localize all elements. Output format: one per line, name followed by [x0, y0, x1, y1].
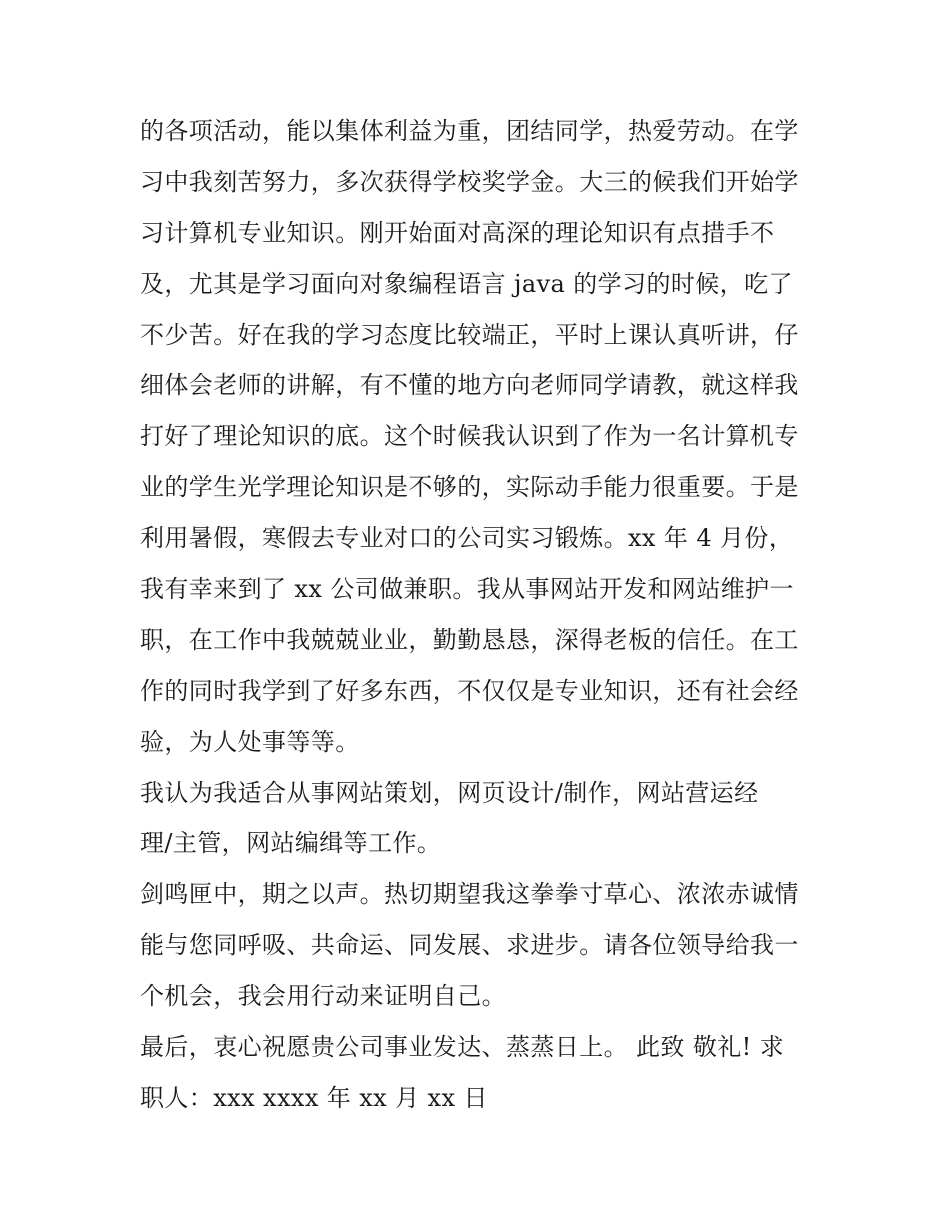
- text-line: 作的同时我学到了好多东西，不仅仅是专业知识，还有社会经: [140, 676, 799, 705]
- text-line: 能与您同呼吸、共命运、同发展、求进步。请各位领导给我一: [140, 931, 799, 960]
- text-line: 业的学生光学理论知识是不够的，实际动手能力很重要。于是: [140, 473, 799, 502]
- letter-body: [140, 106, 820, 1124]
- text-line: 剑鸣匣中，期之以声。热切期望我这拳拳寸草心、浓浓赤诚情: [140, 880, 799, 909]
- signature-line: 职人：xxx xxxx 年 xx 月 xx 日: [140, 1083, 488, 1112]
- text-line: 我认为我适合从事网站策划，网页设计/制作，网站营运经: [140, 778, 759, 807]
- text-line: 我有幸来到了 xx 公司做兼职。我从事网站开发和网站维护一: [140, 575, 794, 604]
- text-line: 最后，衷心祝愿贵公司事业发达、蒸蒸日上。 此致 敬礼! 求: [140, 1033, 785, 1062]
- text-line: 验，为人处事等等。: [140, 727, 360, 756]
- text-line: 个机会，我会用行动来证明自己。: [140, 982, 506, 1011]
- text-line: 习中我刻苦努力，多次获得学校奖学金。大三的候我们开始学: [140, 167, 799, 196]
- text-line: 打好了理论知识的底。这个时候我认识到了作为一名计算机专: [140, 422, 799, 451]
- text-line: 及，尤其是学习面向对象编程语言 java 的学习的时候，吃了: [140, 269, 793, 298]
- text-line: 理/主管，网站编缉等工作。: [140, 829, 442, 858]
- text-line: 不少苦。好在我的学习态度比较端正，平时上课认真听讲，仔: [140, 320, 799, 349]
- text-line: 习计算机专业知识。刚开始面对高深的理论知识有点措手不: [140, 218, 775, 247]
- text-line: 的各项活动，能以集体利益为重，团结同学，热爱劳动。在学: [140, 117, 799, 145]
- text-line: 职，在工作中我兢兢业业，勤勤恳恳，深得老板的信任。在工: [140, 625, 799, 654]
- text-line: 利用暑假，寒假去专业对口的公司实习锻炼。xx 年 4 月份，: [140, 524, 794, 553]
- text-line: 细体会老师的讲解，有不懂的地方向老师同学请教，就这样我: [140, 371, 799, 400]
